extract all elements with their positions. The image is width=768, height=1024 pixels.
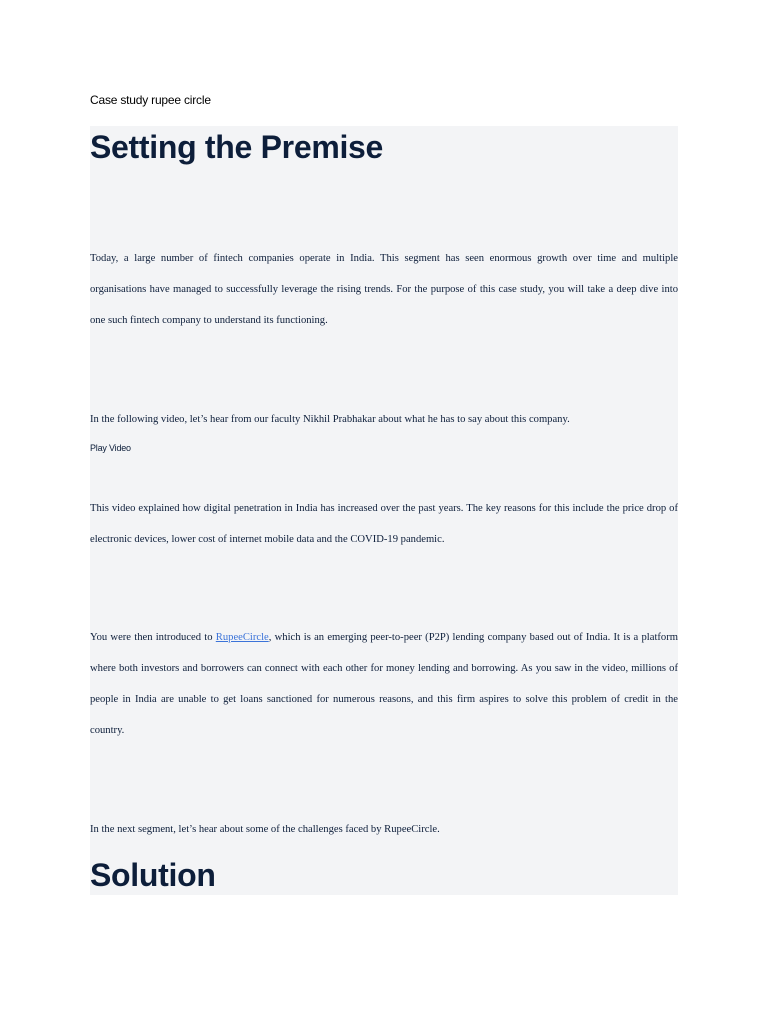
paragraph-rupeecircle — [90, 622, 678, 746]
paragraph-video-intro: In the following video, let’s hear from our faculty Nikhil Prabhakar about what he has to say about this company. — [90, 414, 570, 425]
document-label: Case study rupee circle — [90, 93, 211, 107]
section-heading-solution: Solution — [90, 857, 216, 893]
paragraph-rupeecircle-lead: You were then introduced to — [90, 632, 216, 643]
rupeecircle-link[interactable]: RupeeCircle — [215, 632, 269, 643]
section-heading-premise: Setting the Premise — [90, 129, 384, 165]
paragraph-rupeecircle-rest: , which is an emerging peer-to-peer (P2P) lending company based out of India. It is a platform where both investors and borrowers can connect with each other for money lending and borrowing. As you saw in the video, millions of people in India are unable to get loans sanctioned for numerous reasons, and this firm aspires to solve this problem of credit in the country. — [90, 632, 678, 736]
paragraph-intro: Today, a large number of fintech companies operate in India. This segment has seen enormous growth over time and multiple organisations have managed to successfully leverage the rising trends. For the purpose of this case study, you will take a deep dive into one such fintech company to understand its functioning. — [90, 253, 678, 326]
play-video-link[interactable]: Play Video — [90, 443, 131, 453]
paragraph-video-summary: This video explained how digital penetration in India has increased over the past years. The key reasons for this include the price drop of electronic devices, lower cost of internet mobile data and the COVID-19 pandemic. — [90, 503, 678, 545]
paragraph-next-segment: In the next segment, let’s hear about some of the challenges faced by RupeeCircle. — [90, 824, 440, 835]
